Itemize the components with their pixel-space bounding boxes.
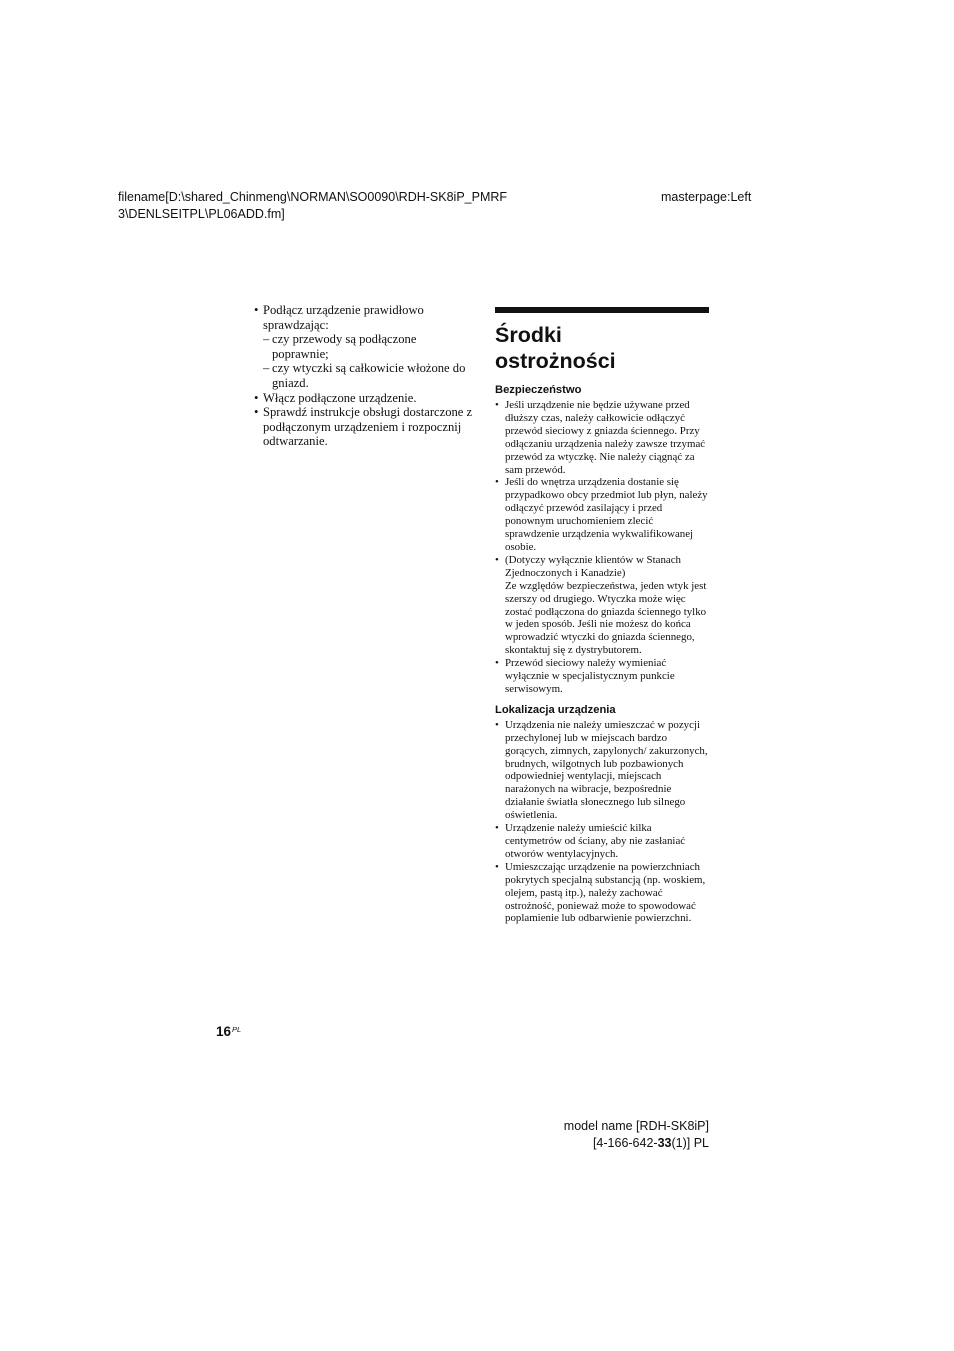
bullet-icon: • — [495, 657, 499, 670]
footer-model-info — [564, 1118, 709, 1152]
page-language: PL — [232, 1025, 242, 1034]
right-column — [495, 307, 709, 925]
footer-part-number — [564, 1135, 709, 1152]
bullet-icon: • — [495, 476, 499, 489]
bullet-icon: • — [495, 553, 499, 566]
subheading-safety: Bezpieczeństwo — [495, 384, 582, 396]
list-item-text: Ze względów bezpieczeństwa, jeden wtyk jest szerszy od drugiego. Wtyczka może więc zostać podłączona do gniazda ściennego tylko w jeden sposób. Jeśli nie możesz do końca wprowadzić wtyczki do gniazda ściennego, skontaktuj się z dystrybutorem. — [505, 579, 707, 657]
subheading-location: Lokalizacja urządzenia — [495, 703, 616, 716]
list-item-text: Jeśli urządzenie nie będzie używane przed dłuższy czas, należy całkowicie odłączyć przewód sieciowy z gniazda ściennego. Przy odłączaniu urządzenia należy zawsze trzymać przewód za wtyczkę. Nie należy ciągnąć za sam przewód. — [505, 399, 706, 476]
sub-list-item — [254, 361, 474, 390]
footer-part-bold: 33 — [657, 1136, 672, 1150]
bullet-icon: • — [254, 405, 259, 420]
list-item — [495, 399, 709, 476]
list-item-text: (Dotyczy wyłącznie klientów w Stanach Zjednoczonych i Kanadzie) — [505, 553, 682, 579]
list-item — [495, 719, 709, 822]
header-filename — [118, 189, 578, 223]
sub-list-item — [254, 332, 474, 361]
list-item — [254, 391, 474, 406]
header-filename-line1: filename[D:\shared_Chinmeng\NORMAN\SO0090\RDH-SK8iP_PMRF — [118, 190, 508, 204]
bullet-icon: • — [254, 390, 259, 405]
list-item-text: Podłącz urządzenie prawidłowo sprawdzając: — [263, 303, 424, 332]
page-number-value: 16 — [216, 1024, 232, 1039]
dash-icon: – — [263, 332, 270, 347]
list-item-text: Przewód sieciowy należy wymieniać wyłącznie w specjalistycznym punkcie serwisowym. — [505, 657, 675, 695]
section-title-line1: Środki — [495, 323, 562, 347]
title-rule — [495, 307, 709, 313]
list-item-text: Jeśli do wnętrza urządzenia dostanie się przypadkowo obcy przedmiot lub płyn, należy odłączyć przewód zasilający i przed ponownym uruchomieniem zlecić sprawdzenie urządzenia wykwalifikowanej osobie. — [505, 476, 708, 553]
list-item — [495, 657, 709, 696]
list-item — [254, 405, 474, 449]
list-item-text: Włącz podłączone urządzenie. — [263, 390, 417, 405]
footer-model-name: model name [RDH-SK8iP] — [563, 1119, 709, 1133]
list-item-text: Umieszczając urządzenie na powierzchniach pokrytych specjalną substancją (np. woskiem, olejem, pastą itp.), należy zachować ostrożność, ponieważ może to spowodować poplamienie lub odbarwienie powierzchni. — [505, 860, 706, 925]
footer-part-suffix: (1)] PL — [671, 1136, 709, 1150]
bullet-icon: • — [495, 399, 499, 411]
list-item-text: Urządzenia nie należy umieszczać w pozycji przechylonej lub w miejscach bardzo gorących, zimnych, zapylonych/ zakurzonych, brudnych, wilgotnych lub pozbawionych odpowiedniej wentylacji, miejscach narażonych na wibracje, bezpośrednie działanie światła słonecznego lub silnego oświetlenia. — [505, 718, 708, 822]
list-item-text: Urządzenie należy umieścić kilka centymetrów od ściany, aby nie zasłaniać otworów wentylacyjnych. — [505, 822, 686, 860]
section-title — [495, 322, 709, 374]
bullet-icon: • — [495, 822, 499, 835]
list-item-text: Sprawdź instrukcje obsługi dostarczone z podłączonym urządzeniem i rozpocznij odtwarzanie. — [263, 405, 473, 449]
list-item — [254, 303, 474, 332]
header-masterpage: masterpage:Left — [661, 190, 752, 204]
sub-list-item-text: czy przewody są podłączone poprawnie; — [272, 332, 417, 361]
bullet-icon: • — [254, 303, 259, 317]
list-item — [495, 861, 709, 926]
dash-icon: – — [263, 361, 270, 376]
safety-list — [495, 399, 709, 696]
left-column — [254, 303, 474, 449]
location-list — [495, 719, 709, 926]
list-item-continuation — [495, 580, 709, 657]
section-title-line2: ostrożności — [495, 349, 616, 373]
footer-part-prefix: [4-166-642- — [592, 1136, 658, 1150]
header-filename-line2: 3\DENLSEITPL\PL06ADD.fm] — [118, 207, 285, 221]
list-item — [495, 554, 709, 580]
page-number — [216, 1024, 241, 1039]
list-item — [495, 822, 709, 861]
bullet-icon: • — [495, 718, 499, 731]
bullet-icon: • — [495, 860, 499, 873]
list-item — [495, 476, 709, 553]
sub-list-item-text: czy wtyczki są całkowicie włożone do gniazd. — [272, 361, 466, 390]
